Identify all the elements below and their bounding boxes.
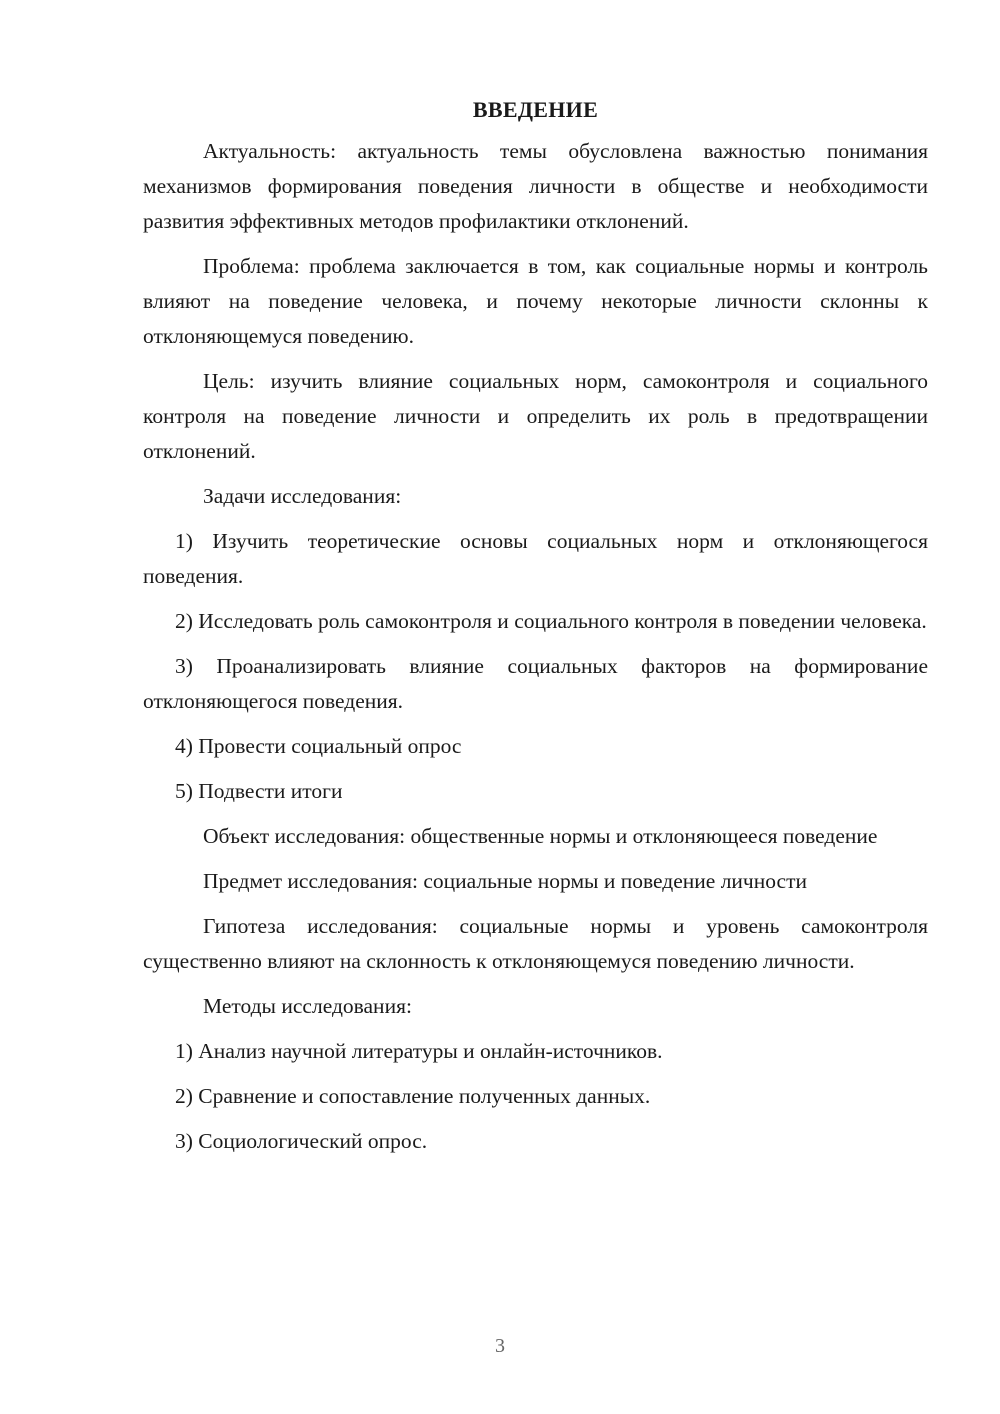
paragraph-methods-heading: Методы исследования:	[203, 994, 412, 1018]
method-item-2: 2) Сравнение и сопоставление полученных данных.	[175, 1084, 651, 1108]
document-body	[143, 92, 928, 1169]
task-item-5: 5) Подвести итоги	[175, 779, 343, 803]
paragraph-goal: Цель: изучить влияние социальных норм, самоконтроля и социального контроля на поведение личности и определить их роль в предотвращении отклонений.	[143, 369, 928, 463]
page-number: 3	[495, 1335, 505, 1357]
method-item-3: 3) Социологический опрос.	[175, 1129, 428, 1153]
task-item-4: 4) Провести социальный опрос	[175, 734, 462, 758]
page-title: ВВЕДЕНИЕ	[472, 97, 599, 122]
paragraph-relevance: Актуальность: актуальность темы обусловлена важностью понимания механизмов формирования поведения личности в обществе и необходимости развития эффективных методов профилактики отклонений.	[143, 139, 928, 233]
paragraph-problem: Проблема: проблема заключается в том, как социальные нормы и контроль влияют на поведение человека, и почему некоторые личности склонны к отклоняющемуся поведению.	[143, 254, 928, 348]
task-item-3: 3) Проанализировать влияние социальных факторов на формирование отклоняющегося поведения.	[143, 654, 928, 713]
paragraph-hypothesis: Гипотеза исследования: социальные нормы и уровень самоконтроля существенно влияют на склонность к отклоняющемуся поведению личности.	[143, 914, 928, 973]
paragraph-object: Объект исследования: общественные нормы и отклоняющееся поведение	[203, 824, 878, 848]
method-item-1: 1) Анализ научной литературы и онлайн-источников.	[175, 1039, 663, 1063]
task-item-1: 1) Изучить теоретические основы социальных норм и отклоняющегося поведения.	[143, 529, 928, 588]
task-item-2: 2) Исследовать роль самоконтроля и социального контроля в поведении человека.	[175, 609, 927, 633]
paragraph-tasks-heading: Задачи исследования:	[203, 484, 402, 508]
paragraph-subject: Предмет исследования: социальные нормы и поведение личности	[203, 869, 807, 893]
